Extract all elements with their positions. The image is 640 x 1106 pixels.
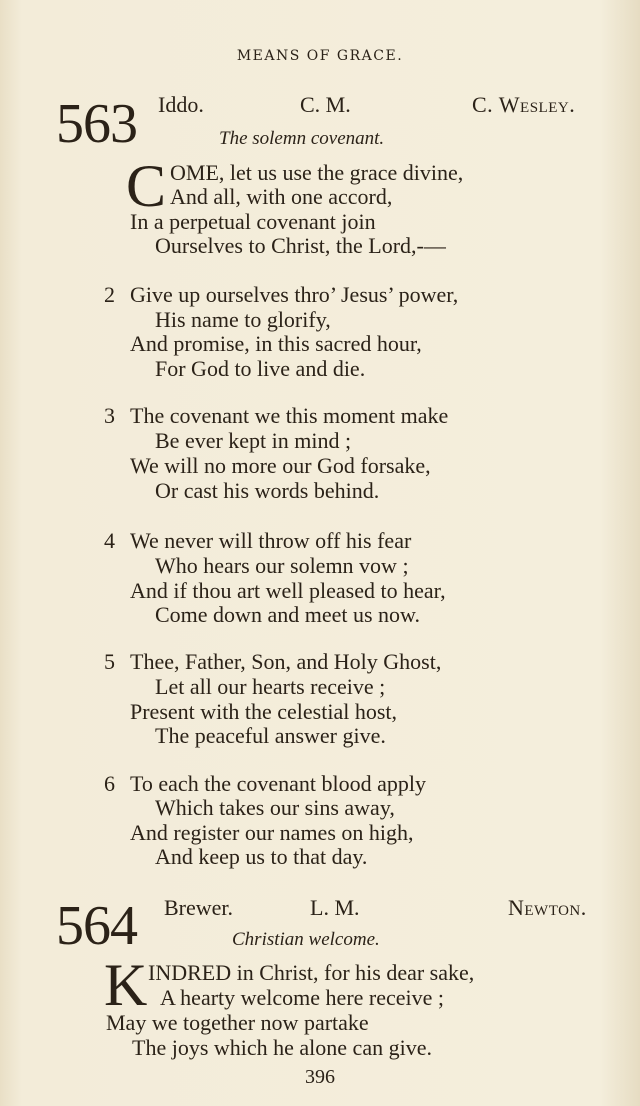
hymn-563-v6-line2: Which takes our sins away, bbox=[155, 795, 395, 820]
hymn-564-author-text: Newton. bbox=[508, 895, 587, 920]
hymn-563-v1-line4: Ourselves to Christ, the Lord,-— bbox=[155, 233, 446, 258]
hymn-563-v2-number: 2 bbox=[104, 282, 115, 307]
hymn-564-subtitle: Christian welcome. bbox=[232, 929, 380, 950]
hymn-564-v1-line3: May we together now partake bbox=[106, 1010, 369, 1035]
hymn-563-meter: C. M. bbox=[300, 92, 351, 117]
hymn-number-564: 564 bbox=[56, 895, 137, 957]
hymn-563-v6-number: 6 bbox=[104, 771, 115, 796]
hymn-563-v5-line3: Present with the celestial host, bbox=[130, 699, 397, 724]
hymn-563-subtitle: The solemn covenant. bbox=[219, 128, 385, 149]
hymn-563-v3-number: 3 bbox=[104, 403, 115, 428]
hymn-563-v2-line3: And promise, in this sacred hour, bbox=[130, 331, 422, 356]
hymn-564-v1-line4: The joys which he alone can give. bbox=[132, 1035, 432, 1060]
hymn-563-v5-line4: The peaceful answer give. bbox=[155, 723, 386, 748]
hymn-563-v4-number: 4 bbox=[104, 528, 115, 553]
hymn-564-tune: Brewer. bbox=[164, 895, 234, 920]
hymn-563-v5-line2: Let all our hearts receive ; bbox=[155, 674, 386, 699]
hymn-563-v6-line4: And keep us to that day. bbox=[155, 844, 368, 869]
hymn-563-v4-line3: And if thou art well pleased to hear, bbox=[130, 578, 446, 603]
hymn-563-v5-line1: Thee, Father, Son, and Holy Ghost, bbox=[130, 649, 442, 674]
hymn-563-v4-line2: Who hears our solemn vow ; bbox=[155, 553, 409, 578]
hymn-564-dropcap: K bbox=[104, 952, 148, 1018]
running-header: MEANS OF GRACE. bbox=[236, 48, 404, 64]
hymn-564-v1-line1: INDRED in Christ, for his dear sake, bbox=[148, 960, 475, 985]
hymn-563-v2-line2: His name to glorify, bbox=[155, 307, 331, 332]
hymn-563-v2-line1: Give up ourselves thro’ Jesus’ power, bbox=[130, 282, 459, 307]
hymn-563-v3-line2: Be ever kept in mind ; bbox=[155, 428, 352, 453]
hymn-563-v3-line3: We will no more our God forsake, bbox=[130, 453, 431, 478]
hymn-563-v6-line1: To each the covenant blood apply bbox=[130, 771, 426, 796]
hymn-number-563: 563 bbox=[56, 93, 137, 155]
page-number: 396 bbox=[305, 1066, 335, 1088]
hymn-563-author bbox=[472, 92, 575, 118]
hymn-563-v1-line3: In a perpetual covenant join bbox=[130, 209, 376, 234]
hymn-563-v1-line2: And all, with one accord, bbox=[170, 184, 393, 209]
hymn-563-v1-line1: OME, let us use the grace divine, bbox=[170, 160, 464, 185]
hymn-563-author-text: C. Wesley. bbox=[472, 92, 576, 117]
hymn-563-v2-line4: For God to live and die. bbox=[155, 356, 366, 381]
hymn-564-author bbox=[508, 895, 587, 921]
hymn-564-v1-line2: A hearty welcome here receive ; bbox=[160, 985, 445, 1010]
hymn-563-v6-line3: And register our names on high, bbox=[130, 820, 414, 845]
hymn-563-v4-line4: Come down and meet us now. bbox=[155, 602, 420, 627]
hymn-563-tune: Iddo. bbox=[158, 92, 204, 117]
hymn-564-meter: L. M. bbox=[310, 895, 360, 920]
hymn-563-dropcap: C bbox=[126, 153, 167, 219]
hymn-563-v3-line4: Or cast his words behind. bbox=[155, 478, 380, 503]
hymn-563-v5-number: 5 bbox=[104, 649, 115, 674]
hymn-563-v4-line1: We never will throw off his fear bbox=[130, 528, 412, 553]
hymn-563-v3-line1: The covenant we this moment make bbox=[130, 403, 449, 428]
